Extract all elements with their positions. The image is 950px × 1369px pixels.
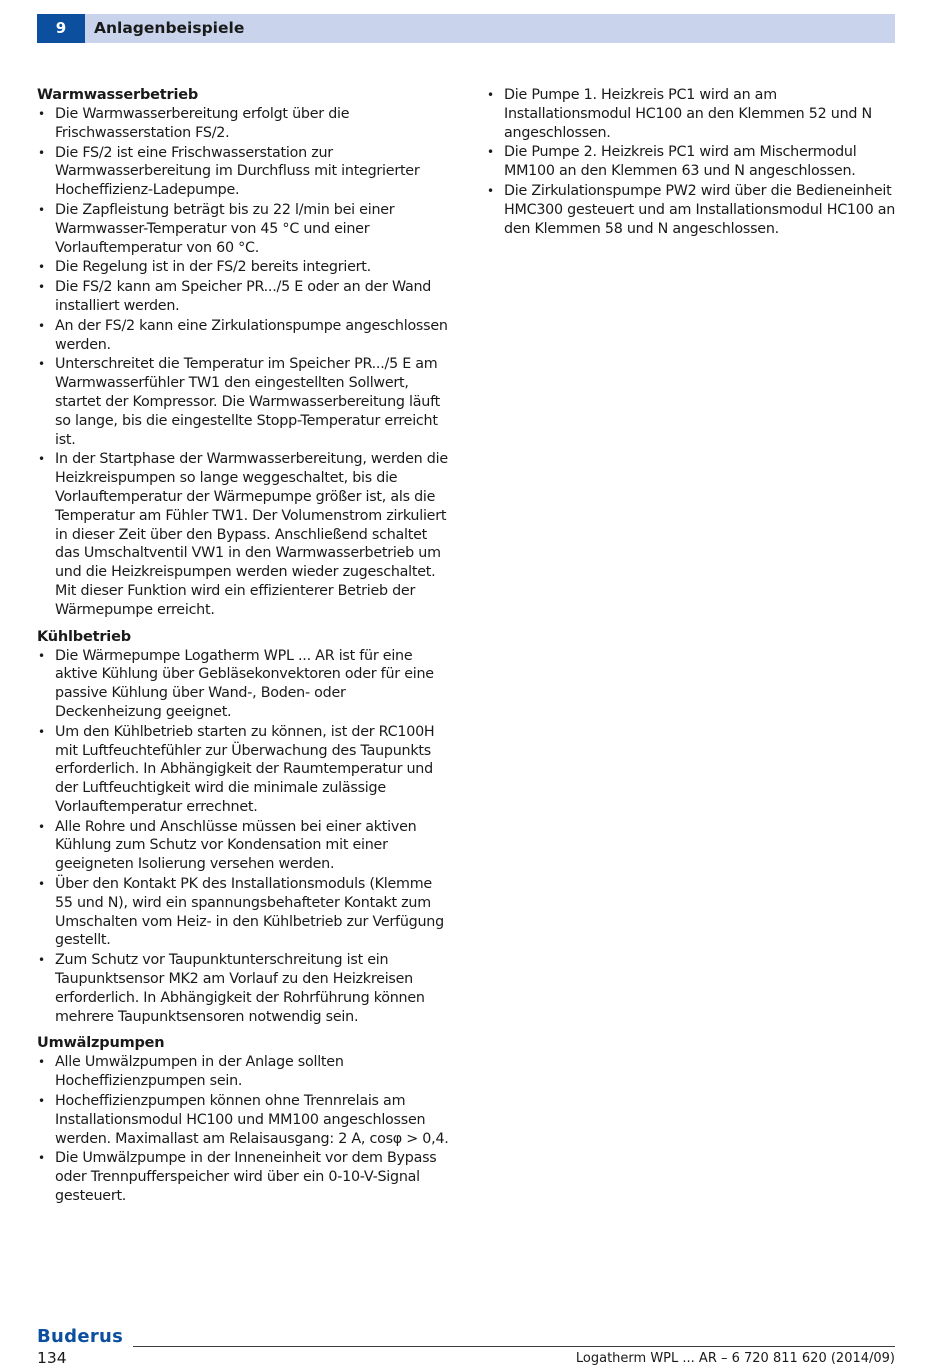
brand-logo: Buderus bbox=[37, 1326, 124, 1347]
right-column bbox=[486, 86, 900, 246]
section-heading-warmwasser: Warmwasserbetrieb bbox=[37, 87, 199, 103]
list-item: • Alle Umwälzpumpen in der Anlage sollten Hocheffizienzpumpen sein. bbox=[37, 1053, 451, 1091]
list-item: • Die Umwälzpumpe in der Inneneinheit vor dem Bypass oder Trennpufferspeicher wird über ein 0-10-V-Signal gesteuert. bbox=[37, 1149, 451, 1205]
list-item: • Die Zirkulationspumpe PW2 wird über die Bedieneinheit HMC300 gesteuert und am Installationsmodul HC100 an den Klemmen 58 und N angeschlossen. bbox=[486, 182, 900, 238]
left-column bbox=[37, 86, 451, 1214]
chapter-title: Anlagenbeispiele bbox=[94, 19, 245, 37]
list-item: • Zum Schutz vor Taupunktunterschreitung ist ein Taupunktsensor MK2 am Vorlauf zu den Heizkreisen erforderlich. In Abhängigkeit der Rohrführung können mehrere Taupunktsensoren notwendig sein. bbox=[37, 951, 451, 1026]
section-heading-kuehlbetrieb: Kühlbetrieb bbox=[37, 628, 131, 645]
list-warmwasser bbox=[37, 105, 451, 620]
list-item: • Alle Rohre und Anschlüsse müssen bei einer aktiven Kühlung zum Schutz vor Kondensation mit einer geeigneten Isolierung versehen werden. bbox=[37, 818, 451, 874]
list-item: • Die Pumpe 1. Heizkreis PC1 wird an am Installationsmodul HC100 an den Klemmen 52 und N angeschlossen. bbox=[486, 86, 900, 142]
page-number: 134 bbox=[37, 1349, 67, 1367]
list-umwaelzpumpen bbox=[37, 1053, 451, 1205]
chapter-header bbox=[37, 14, 895, 43]
list-item: • Die FS/2 ist eine Frischwasserstation zur Warmwasserbereitung im Durchfluss mit integrierter Hocheffizienz-Ladepumpe. bbox=[37, 144, 451, 200]
footer-divider bbox=[133, 1346, 895, 1347]
list-item: • Die Pumpe 2. Heizkreis PC1 wird am Mischermodul MM100 an den Klemmen 63 und N angeschlossen. bbox=[486, 143, 900, 181]
list-kuehlbetrieb bbox=[37, 647, 451, 1027]
chapter-number: 9 bbox=[37, 14, 85, 43]
list-item: • Über den Kontakt PK des Installationsmoduls (Klemme 55 und N), wird ein spannungsbehafteter Kontakt zum Umschalten vom Heiz- in den Kühlbetrieb zur Verfügung gestellt. bbox=[37, 875, 451, 950]
list-item: • Um den Kühlbetrieb starten zu können, ist der RC100H mit Luftfeuchtefühler zur Überwachung des Taupunkts erforderlich. In Abhängigkeit der Raumtemperatur und der Luftfeuchtigkeit wird die minimale zulässige Vorlauftemperatur errechnet. bbox=[37, 723, 451, 817]
list-item: • In der Startphase der Warmwasserbereitung, werden die Heizkreispumpen so lange weggeschaltet, bis die Vorlauftemperatur der Wärmepumpe größer ist, als die Temperatur am Fühler TW1. Der Volumenstrom zirkuliert in dieser Zeit über den Bypass. Anschließend schaltet das Umschaltventil VW1 in den Warmwasserbetrieb um und die Heizkreispumpen werden wieder zugeschaltet. Mit dieser Funktion wird ein effizienterer Betrieb der Wärmepumpe erreicht. bbox=[37, 450, 451, 619]
list-pumpen-anschluss bbox=[486, 86, 900, 238]
list-item: • Hocheffizienzpumpen können ohne Trennrelais am Installationsmodul HC100 und MM100 angeschlossen werden. Maximallast am Relaisausgang: 2 A, cosφ > 0,4. bbox=[37, 1092, 451, 1148]
list-item: • Die Wärmepumpe Logatherm WPL ... AR ist für eine aktive Kühlung über Gebläsekonvektoren oder für eine passive Kühlung über Wand-, Boden- oder Deckenheizung geeignet. bbox=[37, 647, 451, 722]
document-reference: Logatherm WPL ... AR – 6 720 811 620 (2014/09) bbox=[575, 1351, 895, 1366]
section-heading-umwaelzpumpen: Umwälzpumpen bbox=[37, 1035, 165, 1052]
list-item: • Die FS/2 kann am Speicher PR.../5 E oder an der Wand installiert werden. bbox=[37, 278, 451, 316]
list-item: • An der FS/2 kann eine Zirkulationspumpe angeschlossen werden. bbox=[37, 317, 451, 355]
list-item: • Die Warmwasserbereitung erfolgt über die Frischwasserstation FS/2. bbox=[37, 105, 451, 143]
list-item: • Die Zapfleistung beträgt bis zu 22 l/min bei einer Warmwasser-Temperatur von 45 °C und einer Vorlauftemperatur von 60 °C. bbox=[37, 201, 451, 257]
list-item: • Die Regelung ist in der FS/2 bereits integriert. bbox=[37, 258, 451, 277]
list-item: • Unterschreitet die Temperatur im Speicher PR.../5 E am Warmwasserfühler TW1 den eingestellten Sollwert, startet der Kompressor. Die Warmwasserbereitung läuft so lange, bis die eingestellte Stopp-Temperatur erreicht ist. bbox=[37, 355, 451, 449]
